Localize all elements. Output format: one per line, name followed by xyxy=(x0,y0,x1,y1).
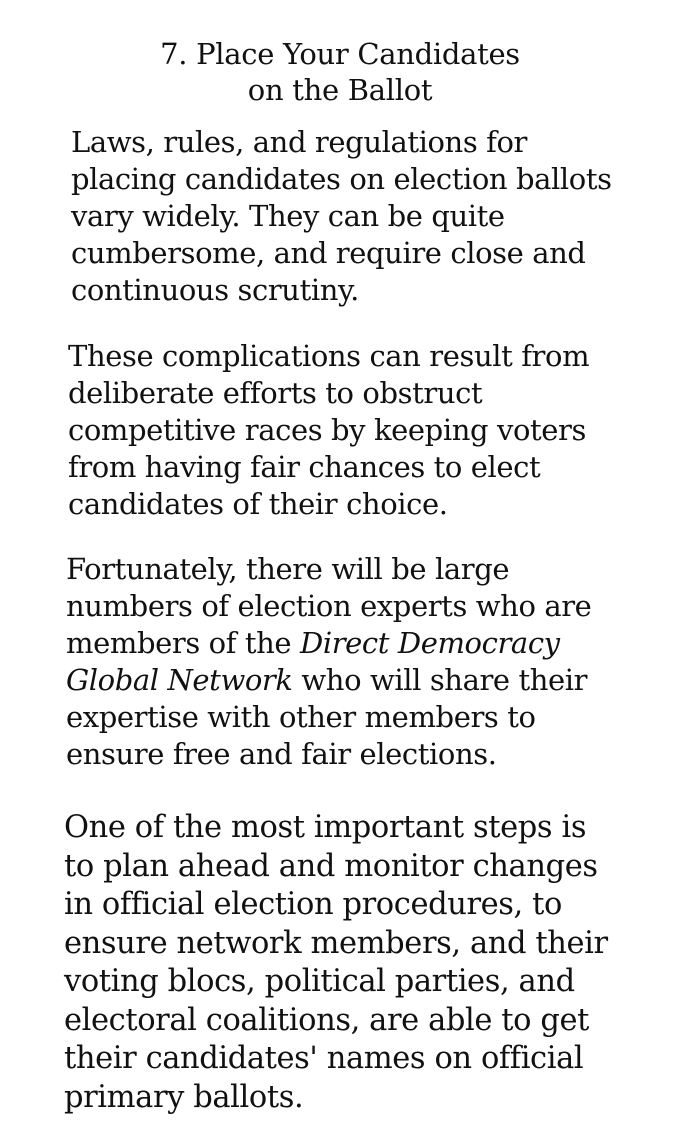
text-line: These complications can result from xyxy=(68,339,590,373)
text-line: placing candidates on election ballots xyxy=(71,162,612,196)
text-line: One of the most important steps is xyxy=(64,810,587,845)
paragraph-complications xyxy=(68,338,589,523)
text-line xyxy=(66,625,591,662)
network-name-emphasis: Global Network xyxy=(66,663,293,697)
paragraph-ballot-laws xyxy=(71,124,612,309)
text-line: competitive races by keeping voters xyxy=(68,413,586,447)
text-line: primary ballots. xyxy=(64,1079,304,1115)
text-segment: who will share their xyxy=(292,663,588,697)
text-line: in official election procedures, to xyxy=(64,887,562,922)
text-line: their candidates' names on official xyxy=(64,1041,584,1076)
text-line: voting blocs, political parties, and xyxy=(64,964,575,999)
text-line: to plan ahead and monitor changes xyxy=(64,848,598,884)
text-segment: members of the xyxy=(66,626,300,660)
text-line: ensure network members, and their xyxy=(64,925,608,961)
text-line: deliberate efforts to obstruct xyxy=(68,376,483,410)
text-line: from having fair chances to elect xyxy=(68,450,541,484)
text-line: electoral coalitions, are able to get xyxy=(64,1002,590,1038)
text-line xyxy=(66,662,591,699)
text-line: Fortunately, there will be large xyxy=(66,552,510,586)
paragraph-election-experts xyxy=(66,551,591,773)
text-line: candidates of their choice. xyxy=(68,487,448,521)
text-line: cumbersome, and require close and xyxy=(71,236,586,270)
text-line: Laws, rules, and regulations for xyxy=(71,125,527,159)
text-line: vary widely. They can be quite xyxy=(71,199,505,233)
network-name-emphasis: Direct Democracy xyxy=(299,626,560,660)
text-line: expertise with other members to xyxy=(66,700,536,734)
paragraph-important-steps xyxy=(64,809,608,1117)
title-line: 7. Place Your Candidates xyxy=(160,37,520,71)
title-line: on the Ballot xyxy=(247,73,433,107)
text-line: numbers of election experts who are xyxy=(66,589,592,623)
text-line: ensure free and fair elections. xyxy=(66,737,497,771)
page-title xyxy=(0,36,680,108)
text-line: continuous scrutiny. xyxy=(71,273,359,307)
